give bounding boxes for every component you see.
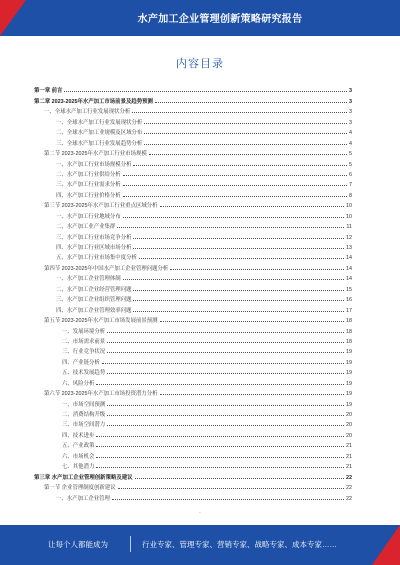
toc-entry-page: 22: [346, 495, 352, 502]
toc-entry-page: 18: [346, 328, 352, 335]
toc-entry[interactable]: [34, 136, 352, 146]
toc-entry[interactable]: [34, 282, 352, 292]
toc-entry-label: 一、发展环境分析: [62, 328, 106, 335]
toc-entry-label: 二、水产加工行业供给分析: [56, 171, 121, 178]
toc-leader-dots: [144, 122, 347, 124]
report-header: [0, 0, 400, 36]
toc-leader-dots: [133, 237, 344, 239]
toc-entry-page: 4: [349, 140, 352, 147]
toc-entry-page: 19: [346, 349, 352, 356]
toc-entry-page: 3: [349, 109, 352, 116]
toc-entry[interactable]: [34, 366, 352, 376]
toc-entry-label: 三、全球水产加工行业发展趋势分析: [56, 140, 143, 147]
toc-leader-dots: [123, 184, 347, 186]
table-of-contents: [34, 84, 352, 502]
toc-entry-page: 8: [349, 192, 352, 199]
toc-entry[interactable]: [34, 449, 352, 459]
toc-leader-dots: [133, 164, 347, 166]
toc-leader-dots: [96, 456, 344, 458]
toc-entry-label: 第二章 2023-2025年水产加工市场前景及趋势预测: [34, 98, 153, 105]
header-accent: [0, 0, 26, 36]
toc-entry-page: 12: [346, 234, 352, 241]
toc-entry-page: 5: [349, 151, 352, 158]
toc-entry-page: 17: [346, 307, 352, 314]
toc-entry[interactable]: [34, 84, 352, 94]
toc-entry-label: 七、其他潜力: [62, 464, 95, 471]
toc-entry[interactable]: [34, 408, 352, 418]
toc-entry-label: 四、水产加工行业区域市场分析: [56, 245, 132, 251]
toc-entry[interactable]: [34, 324, 352, 334]
toc-entry-page: 10: [346, 213, 352, 220]
toc-entry-page: 13: [346, 245, 352, 251]
toc-entry[interactable]: [34, 147, 352, 157]
toc-entry-page: 20: [346, 432, 352, 439]
toc-entry-page: 3: [349, 119, 352, 126]
toc-entry[interactable]: [34, 335, 352, 345]
toc-entry[interactable]: [34, 293, 352, 303]
toc-leader-dots: [160, 205, 344, 207]
toc-entry-label: 四、水产加工企业管理效率问题: [56, 307, 132, 314]
toc-entry[interactable]: [34, 376, 352, 386]
toc-entry-label: 三、水产加工企业组织管理问题: [56, 297, 132, 304]
toc-entry-page: 21: [346, 453, 352, 460]
toc-entry-page: 19: [346, 401, 352, 408]
report-footer: [0, 525, 400, 565]
toc-leader-dots: [123, 278, 344, 280]
toc-title: 内容目录: [176, 58, 224, 70]
toc-entry-label: 三、水产加工行业市场竞争分析: [56, 234, 132, 241]
toc-leader-dots: [64, 90, 347, 92]
toc-entry-label: 一、市场空间预测: [62, 401, 106, 408]
toc-entry[interactable]: [34, 387, 352, 397]
toc-entry[interactable]: [34, 345, 352, 355]
toc-entry[interactable]: [34, 460, 352, 470]
toc-leader-dots: [132, 111, 347, 113]
toc-entry-label: 六、风险分析: [62, 380, 95, 387]
toc-entry-label: 三、市场空间潜力: [62, 422, 106, 429]
toc-entry-label: 一、全球水产加工行业发展现状分析: [56, 119, 143, 126]
toc-entry[interactable]: [34, 168, 352, 178]
footer-accent: [372, 525, 400, 565]
toc-entry-label: 第六节 2023-2025年水产加工市场投资潜力分析: [44, 391, 158, 398]
toc-leader-dots: [123, 216, 344, 218]
toc-leader-dots: [117, 226, 344, 228]
toc-leader-dots: [107, 414, 344, 416]
toc-entry-label: 一、水产加工行业市场规模分析: [56, 161, 132, 168]
toc-entry-page: 21: [346, 443, 352, 450]
toc-entry-label: 一、全球水产加工行业发展现状分析: [44, 109, 131, 116]
toc-entry[interactable]: [34, 272, 352, 282]
toc-entry-label: 五、产业政策: [62, 443, 95, 450]
toc-entry[interactable]: [34, 220, 352, 230]
toc-leader-dots: [149, 153, 347, 155]
toc-leader-dots: [139, 257, 344, 259]
toc-leader-dots: [107, 372, 344, 374]
toc-entry-label: 五、水产加工行业市场集中度分析: [56, 255, 137, 262]
toc-entry-page: 14: [346, 265, 352, 272]
toc-entry-label: 第三章 水产加工企业管理创新策略及建议: [34, 474, 133, 481]
toc-entry[interactable]: [34, 303, 352, 313]
toc-entry-label: 一、水产加工企业管理: [56, 495, 110, 502]
toc-entry-label: 一、水产加工行业地域分布: [56, 213, 121, 220]
toc-entry-label: 二、消费结构升级: [62, 412, 106, 418]
toc-entry[interactable]: [34, 115, 352, 125]
toc-leader-dots: [107, 341, 344, 343]
toc-entry[interactable]: [34, 314, 352, 324]
toc-leader-dots: [123, 174, 347, 176]
toc-entry-label: 第一节 企业管理制度创新建议: [44, 485, 116, 492]
toc-entry-page: 21: [346, 464, 352, 471]
toc-leader-dots: [107, 424, 344, 426]
toc-leader-dots: [102, 362, 344, 364]
toc-leader-dots: [96, 383, 344, 385]
toc-entry-label: 二、水产加工业产业集群: [56, 224, 116, 231]
toc-leader-dots: [118, 487, 344, 489]
toc-leader-dots: [96, 466, 344, 468]
toc-entry-label: 第二节 2023-2025年水产加工行业市场规模: [44, 151, 147, 158]
toc-entry-label: 五、技术发展趋势: [62, 370, 106, 377]
toc-entry-label: 二、全球水产加工业规模及区域分布: [56, 130, 143, 137]
toc-entry-label: 二、市场需求前景: [62, 338, 106, 345]
toc-leader-dots: [160, 393, 344, 395]
toc-entry-page: 7: [349, 182, 352, 189]
toc-entry[interactable]: [34, 105, 352, 115]
toc-entry-page: 16: [346, 297, 352, 304]
toc-entry-label: 四、水产加工行业价格分析: [56, 192, 121, 199]
toc-entry-page: 19: [346, 359, 352, 366]
toc-entry-page: 18: [346, 318, 352, 325]
footer-divider: [130, 536, 131, 552]
toc-entry[interactable]: [34, 251, 352, 261]
toc-entry-page: 14: [346, 276, 352, 283]
toc-entry[interactable]: [34, 230, 352, 240]
toc-leader-dots: [96, 445, 344, 447]
toc-entry-page: 15: [346, 286, 352, 293]
toc-leader-dots: [135, 477, 344, 479]
toc-leader-dots: [112, 498, 344, 500]
toc-entry-label: 三、水产加工行业需求分析: [56, 182, 121, 189]
toc-entry[interactable]: [34, 428, 352, 438]
toc-entry-label: 二、水产加工企业经营管理问题: [56, 286, 132, 293]
toc-entry-page: 3: [349, 98, 352, 105]
toc-entry-page: 22: [346, 485, 352, 492]
toc-entry[interactable]: [34, 397, 352, 407]
toc-entry-label: 一、水产加工企业管理体制: [56, 276, 121, 283]
toc-entry[interactable]: [34, 209, 352, 219]
toc-entry-page: 3: [349, 88, 352, 95]
toc-leader-dots: [123, 195, 347, 197]
toc-entry[interactable]: [34, 178, 352, 188]
toc-entry-label: 三、行业竞争状况: [62, 349, 106, 356]
toc-leader-dots: [133, 247, 344, 249]
toc-entry-label: 六、市场机会: [62, 453, 95, 460]
toc-entry-page: 20: [346, 412, 352, 418]
toc-entry[interactable]: [34, 157, 352, 167]
toc-entry[interactable]: [34, 241, 352, 251]
toc-entry-page: 11: [346, 224, 352, 231]
footer-slogan: 让每个人都能成为: [48, 540, 108, 549]
toc-entry[interactable]: [34, 261, 352, 271]
toc-entry-page: 19: [346, 370, 352, 377]
toc-leader-dots: [160, 320, 344, 322]
toc-leader-dots: [96, 435, 344, 437]
toc-leader-dots: [170, 268, 344, 270]
report-title: 水产加工企业管理创新策略研究报告: [137, 14, 303, 25]
toc-leader-dots: [133, 310, 344, 312]
toc-leader-dots: [133, 289, 344, 291]
toc-entry-label: 第三节 2023-2025年水产加工行业重点区域分析: [44, 203, 158, 210]
toc-entry[interactable]: [34, 491, 352, 501]
toc-leader-dots: [107, 404, 344, 406]
toc-entry-page: 4: [349, 130, 352, 137]
toc-entry[interactable]: [34, 126, 352, 136]
footer-expert-list: 行业专家、管理专家、营销专家、战略专家、成本专家……: [142, 540, 337, 549]
toc-entry-page: 19: [346, 391, 352, 398]
page-marker: ·: [199, 510, 201, 516]
toc-entry-page: 10: [346, 203, 352, 210]
toc-entry-label: 四、技术进步: [62, 432, 95, 439]
toc-leader-dots: [133, 299, 344, 301]
toc-entry-label: 四、产业链分析: [62, 359, 100, 366]
toc-entry-page: 19: [346, 380, 352, 387]
toc-entry[interactable]: [34, 355, 352, 365]
toc-entry[interactable]: [34, 199, 352, 209]
toc-entry-page: 14: [346, 255, 352, 262]
toc-leader-dots: [144, 132, 347, 134]
toc-entry[interactable]: [34, 94, 352, 104]
toc-entry[interactable]: [34, 188, 352, 198]
toc-entry-page: 20: [346, 422, 352, 429]
toc-leader-dots: [155, 101, 347, 103]
toc-leader-dots: [144, 143, 347, 145]
toc-entry-label: 第四节 2023-2025年中国水产加工企业管理问题分析: [44, 265, 169, 272]
toc-entry[interactable]: [34, 470, 352, 480]
toc-entry-label: 第五节 2023-2025年水产加工市场发展前景预测: [44, 318, 158, 325]
toc-entry[interactable]: [34, 481, 352, 491]
toc-entry-page: 18: [346, 338, 352, 345]
toc-leader-dots: [107, 351, 344, 353]
toc-entry[interactable]: [34, 418, 352, 428]
toc-entry-label: 第一章 前言: [34, 88, 63, 95]
toc-leader-dots: [107, 331, 344, 333]
toc-entry-page: 22: [346, 474, 352, 481]
toc-entry-page: 6: [349, 171, 352, 178]
toc-entry-page: 5: [349, 161, 352, 168]
toc-entry[interactable]: [34, 439, 352, 449]
